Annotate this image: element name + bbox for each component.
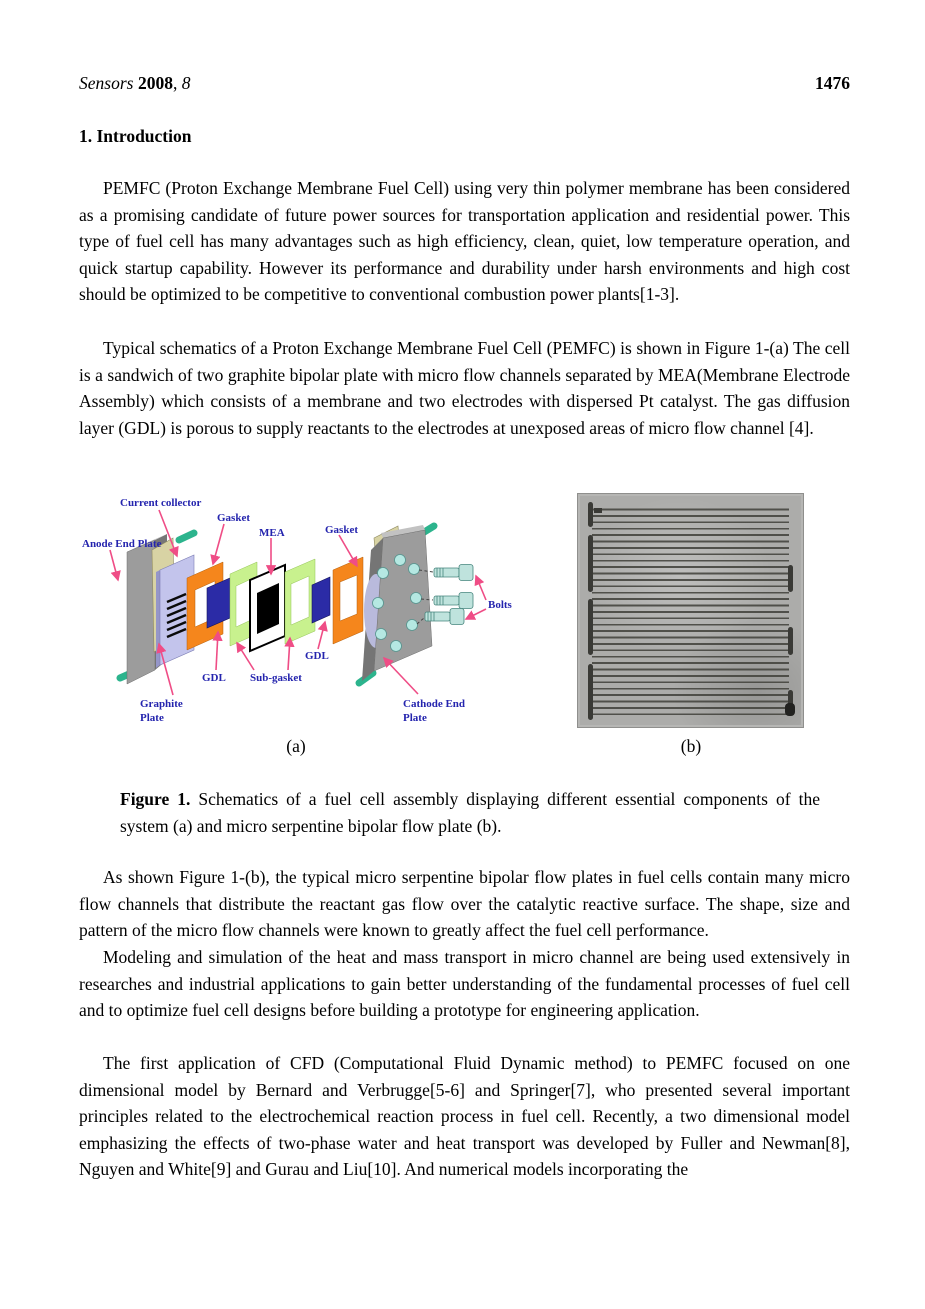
label-graphite-plate-line2: Plate <box>140 712 164 724</box>
bolt-2 <box>434 593 473 609</box>
gdl-left-shape <box>207 578 230 628</box>
channel-turn-slot <box>588 664 593 720</box>
cathode-end-plate-shape <box>359 525 434 683</box>
label-gasket-left: Gasket <box>217 512 250 524</box>
label-sub-gasket: Sub-gasket <box>250 672 302 684</box>
figure-caption-text: Schematics of a fuel cell assembly displaying different essential components of the system (a) and micro serpentine bipolar flow plate (b). <box>120 789 820 836</box>
label-cathode-end-plate-line2: Plate <box>403 712 427 724</box>
label-anode-end-plate: Anode End Plate <box>82 538 162 550</box>
label-gdl-right: GDL <box>305 650 329 662</box>
label-gasket-right: Gasket <box>325 524 358 536</box>
gasket-right-shape <box>333 557 363 644</box>
channel-turn-slot <box>788 565 793 592</box>
journal-separator: , <box>172 73 182 93</box>
section-heading: 1. Introduction <box>79 126 192 146</box>
bolt-3 <box>425 609 464 625</box>
bolt-1 <box>434 565 473 581</box>
label-gdl-left: GDL <box>202 672 226 684</box>
figure-caption-label: Figure 1. <box>120 789 191 809</box>
label-bolts: Bolts <box>488 599 512 611</box>
inlet-notch <box>594 508 602 513</box>
paragraph-4: Modeling and simulation of the heat and mass transport in micro channel are being used extensively in researches and industrial applications to gain better understanding of the fundamental processes of fuel cell and to optimize fuel cell designs before building a prototype for engineering application. <box>79 947 850 1021</box>
journal-name: Sensors <box>79 73 134 93</box>
page-number: 1476 <box>815 73 850 93</box>
paragraph-5: The first application of CFD (Computational Fluid Dynamic method) to PEMFC focused on one dimensional model by Bernard and Verbrugge[5-6] and Springer[7], who presented several important principles related to the electrochemical reaction process in fuel cell. Recently, a two dimensional model emphasizing the effects of two-phase water and heat transport was developed by Fuller and Newman[8], Nguyen and White[9] and Gurau and Liu[10]. And numerical models incorporating the <box>79 1053 850 1180</box>
channel-turn-slot <box>588 502 593 527</box>
journal-reference <box>79 73 190 94</box>
journal-volume: 8 <box>181 73 191 93</box>
figure-sublabel-a: (a) <box>286 736 306 756</box>
label-mea: MEA <box>259 527 285 539</box>
figure-sublabel-b: (b) <box>680 736 702 756</box>
mea-shape <box>250 565 285 651</box>
rod-top-right <box>179 533 194 540</box>
channel-turn-slot <box>588 535 593 592</box>
running-head <box>79 73 850 94</box>
channel-turn-slot <box>588 599 593 655</box>
figure-caption <box>120 786 820 839</box>
channel-turn-slot <box>788 627 793 655</box>
label-cathode-end-plate-line1: Cathode End <box>403 698 466 710</box>
plate-surface <box>580 496 801 725</box>
gdl-right-shape <box>312 577 330 623</box>
serpentine-plate-photo <box>577 493 804 728</box>
flow-channel-grooves <box>592 504 789 717</box>
outlet-port <box>785 703 795 716</box>
journal-year: 2008 <box>137 73 173 93</box>
paragraph-1: PEMFC (Proton Exchange Membrane Fuel Cell) using very thin polymer membrane has been considered as a promising candidate of future power sources for transportation application and residential power. This type of fuel cell has many advantages such as high efficiency, clean, quiet, low temperature operation, and quick startup capability. However its performance and durability under harsh environments and high cost should be optimized to be competitive to conventional combustion power plants[1-3]. <box>79 178 850 305</box>
paragraph-2: Typical schematics of a Proton Exchange Membrane Fuel Cell (PEMFC) is shown in Figure 1-(a) The cell is a sandwich of two graphite bipolar plate with micro flow channels separated by MEA(Membrane Electrode Assembly) which consists of a membrane and two electrodes with dispersed Pt catalyst. The gas diffusion layer (GDL) is porous to supply reactants to the electrodes at unexposed areas of micro flow channel [4]. <box>79 338 850 438</box>
paragraph-3: As shown Figure 1-(b), the typical micro serpentine bipolar flow plates in fuel cells contain many micro flow channels that distribute the reactant gas flow over the catalytic reactive surface. The shape, size and pattern of the micro flow channels were known to greatly affect the fuel cell performance. <box>79 867 850 941</box>
fuel-cell-assembly-diagram <box>78 488 528 738</box>
sub-gasket-right-shape <box>285 559 315 644</box>
label-graphite-plate-line1: Graphite <box>140 698 183 710</box>
label-current-collector: Current collector <box>120 497 202 509</box>
